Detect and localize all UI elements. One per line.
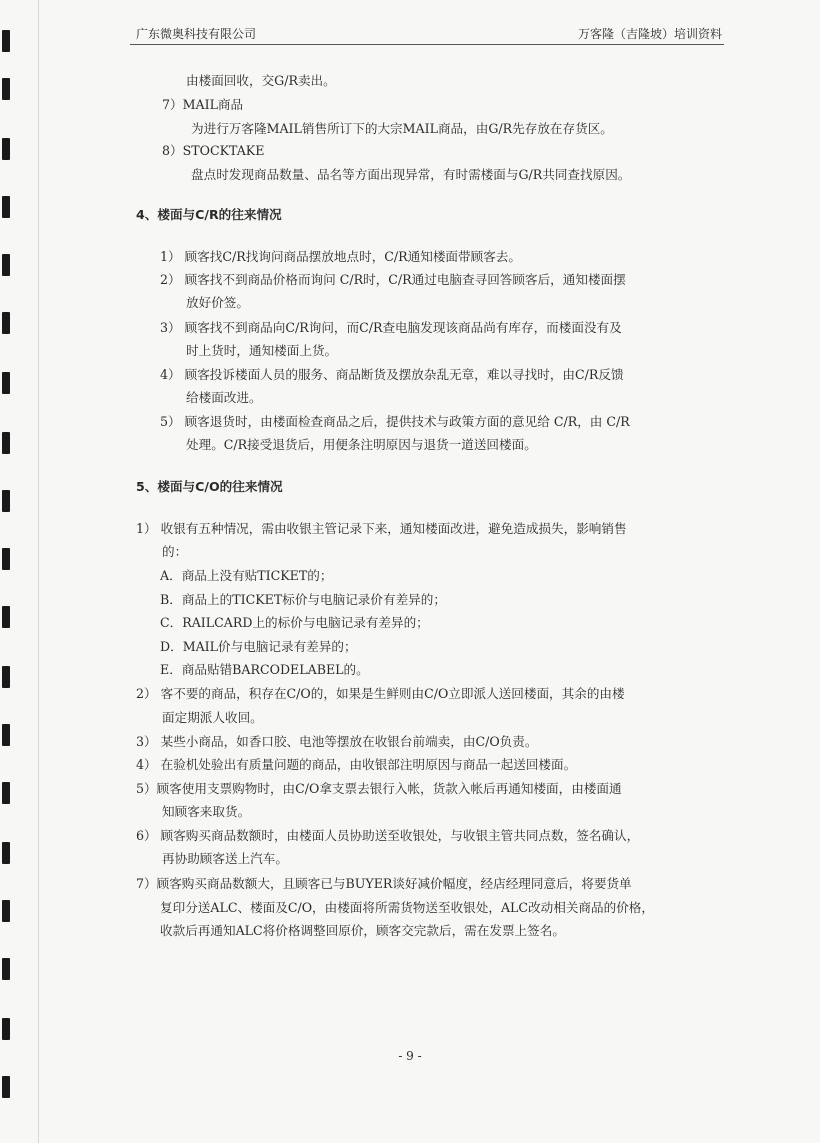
text-line: 1） 收银有五种情况，需由收银主管记录下来，通知楼面改进，避免造成损失，影响销售 [136, 521, 627, 536]
text-line: 3） 顾客找不到商品向C/R询问，而C/R查电脑发现该商品尚有库存，而楼面没有及 [160, 320, 622, 335]
text-line: 的： [162, 544, 188, 559]
text-line: 由楼面回收，交G/R卖出。 [186, 73, 336, 88]
text-line: A．商品上没有贴TICKET的； [160, 568, 333, 583]
section-heading: 4、楼面与C/R的往来情况 [136, 207, 282, 222]
text-line: 处理。C/R接受退货后，用便条注明原因与退货一道送回楼面。 [186, 437, 537, 452]
text-line: 时上货时，通知楼面上货。 [186, 343, 338, 358]
page-number: - 9 - [398, 1049, 422, 1063]
text-line: 面定期派人收回。 [162, 710, 263, 725]
page-edge [38, 0, 39, 1143]
text-line: C．RAILCARD上的标价与电脑记录有差异的； [160, 615, 429, 630]
text-line: 再协助顾客送上汽车。 [162, 851, 288, 866]
section-heading: 5、楼面与C/O的往来情况 [136, 479, 283, 494]
text-line: 4） 在验机处验出有质量问题的商品，由收银部注明原因与商品一起送回楼面。 [136, 757, 577, 772]
text-line: 7）MAIL商品 [162, 97, 244, 112]
text-line: 收款后再通知ALC将价格调整回原价，顾客交完款后，需在发票上签名。 [160, 923, 565, 938]
text-line: 2） 客不要的商品，积存在C/O的，如果是生鲜则由C/O立即派人送回楼面，其余的由楼 [136, 686, 625, 701]
text-line: 1） 顾客找C/R找询问商品摆放地点时，C/R通知楼面带顾客去。 [160, 249, 521, 264]
text-line: 为进行万客隆MAIL销售所订下的大宗MAIL商品，由G/R先存放在存货区。 [191, 121, 613, 136]
text-line: 7）顾客购买商品数额大，且顾客已与BUYER谈好减价幅度，经店经理同意后，将要货单 [136, 876, 632, 891]
text-line: D．MAIL价与电脑记录有差异的； [160, 639, 357, 654]
page-header [130, 24, 724, 45]
text-line: 4） 顾客投诉楼面人员的服务、商品断货及摆放杂乱无章，难以寻找时，由C/R反馈 [160, 367, 624, 382]
text-line: 6） 顾客购买商品数额时，由楼面人员协助送至收银处，与收银主管共同点数，签名确认， [136, 828, 640, 843]
text-line: E．商品贴错BARCODELABEL的。 [160, 662, 369, 677]
text-line: 复印分送ALC、楼面及C/O，由楼面将所需货物送至收银处，ALC改动相关商品的价格， [160, 900, 654, 915]
text-line: 放好价签。 [186, 295, 249, 310]
text-line: 2） 顾客找不到商品价格而询问 C/R时，C/R通过电脑查寻回答顾客后，通知楼面摆 [160, 272, 626, 287]
text-line: B．商品上的TICKET标价与电脑记录价有差异的； [160, 592, 446, 607]
text-line: 5）顾客使用支票购物时，由C/O拿支票去银行入帐，货款入帐后再通知楼面，由楼面通 [136, 781, 622, 796]
company-name: 广东微奥科技有限公司 [136, 27, 257, 41]
text-line: 盘点时发现商品数量、品名等方面出现异常，有时需楼面与G/R共同查找原因。 [191, 167, 631, 182]
text-line: 给楼面改进。 [186, 390, 262, 405]
text-line: 8）STOCKTAKE [162, 143, 265, 158]
text-line: 5） 顾客退货时，由楼面检查商品之后，提供技术与政策方面的意见给 C/R，由 C/R [160, 414, 630, 429]
binding-holes [0, 0, 18, 1143]
text-line: 知顾客来取货。 [162, 804, 251, 819]
document-title: 万客隆（吉隆坡）培训资料 [577, 27, 722, 41]
text-line: 3） 某些小商品，如香口胶、电池等摆放在收银台前端卖，由C/O负责。 [136, 734, 538, 749]
